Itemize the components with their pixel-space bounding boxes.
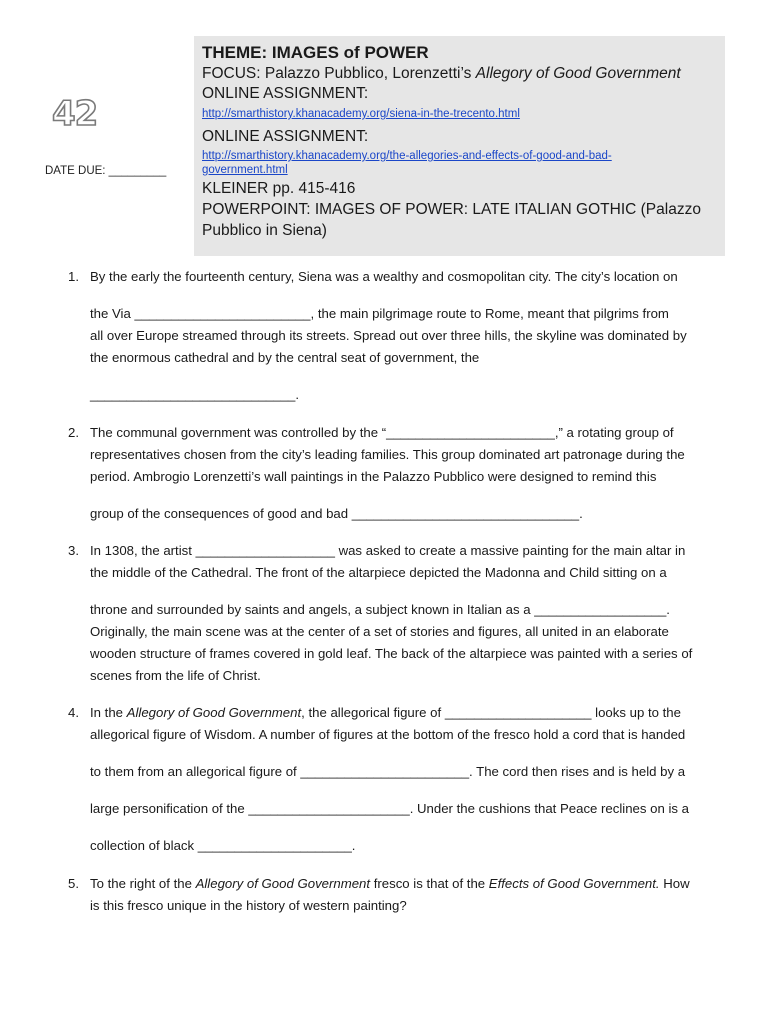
question-number: 2. [68, 425, 79, 440]
question-text: collection of black _____________________. [90, 838, 356, 853]
link-2-line-2: government.html [202, 164, 288, 176]
kleiner-pages: KLEINER pp. 415-416 [202, 180, 356, 197]
focus-line [202, 64, 717, 84]
question-text: the Via ________________________, the main pilgrimage route to Rome, meant that pilgrims from [90, 306, 669, 321]
question-text: the enormous cathedral and by the central seat of government, the [90, 350, 480, 365]
question-text: period. Ambrogio Lorenzetti’s wall paintings in the Palazzo Pubblico were designed to remind this [90, 469, 657, 484]
date-due-label: DATE DUE: _________ [45, 165, 167, 177]
question-text: The communal government was controlled by the “_______________________,” a rotating group of [90, 425, 674, 440]
question-text: scenes from the life of Christ. [90, 668, 261, 683]
assignment-header [194, 36, 725, 256]
artwork-title: Effects of Good Government. [488, 876, 660, 891]
online-assignment-link-2[interactable] [202, 149, 717, 177]
question-1 [68, 266, 730, 406]
question-number: 5. [68, 876, 79, 891]
question-text: throne and surrounded by saints and angels, a subject known in Italian as a __________________. [90, 602, 670, 617]
question-2 [68, 422, 730, 525]
text-suffix: , the allegorical figure of ____________________ looks up to the [301, 705, 681, 720]
question-3 [68, 540, 730, 687]
artwork-title: Allegory of Good Government [195, 876, 371, 891]
question-text [90, 873, 730, 895]
powerpoint-line [202, 199, 717, 241]
text-middle: fresco is that of the [370, 876, 489, 891]
question-text: group of the consequences of good and bad _______________________________. [90, 506, 583, 521]
page-number: 42 [52, 94, 98, 134]
question-text: the middle of the Cathedral. The front of the altarpiece depicted the Madonna and Child sitting on a [90, 565, 667, 580]
question-text: Originally, the main scene was at the center of a set of stories and figures, all united in an elaborate [90, 624, 669, 639]
focus-prefix: FOCUS: Palazzo Pubblico, Lorenzetti’s [202, 65, 476, 82]
question-text: wooden structure of frames covered in gold leaf. The back of the altarpiece was painted with a series of [90, 646, 693, 661]
text-prefix: In the [90, 705, 127, 720]
question-text: large personification of the ______________________. Under the cushions that Peace reclines on is a [90, 801, 689, 816]
question-number: 3. [68, 543, 79, 558]
focus-title: Allegory of Good Government [475, 65, 681, 82]
question-text: is this fresco unique in the history of western painting? [90, 898, 407, 913]
question-text: In 1308, the artist ___________________ was asked to create a massive painting for the main altar in [90, 543, 686, 558]
question-text: to them from an allegorical figure of _______________________. The cord then rises and is held by a [90, 764, 686, 779]
question-4 [68, 702, 730, 857]
question-text: all over Europe streamed through its streets. Spread out over three hills, the skyline was dominated by [90, 328, 687, 343]
question-number: 1. [68, 269, 79, 284]
question-5 [68, 873, 730, 917]
question-number: 4. [68, 705, 79, 720]
online-assignment-link-1[interactable]: http://smarthistory.khanacademy.org/siena-in-the-trecento.html [202, 108, 520, 120]
text-prefix: To the right of the [90, 876, 196, 891]
powerpoint-line-1: POWERPOINT: IMAGES OF POWER: LATE ITALIAN GOTHIC (Palazzo [202, 201, 701, 218]
theme-title: THEME: IMAGES of POWER [202, 43, 429, 62]
question-text: allegorical figure of Wisdom. A number of figures at the bottom of the fresco hold a cord that is handed [90, 727, 686, 742]
answer-blank: ____________________________. [90, 387, 300, 402]
online-assignment-label-1: ONLINE ASSIGNMENT: [202, 85, 369, 102]
artwork-title: Allegory of Good Government [126, 705, 302, 720]
question-text: representatives chosen from the city’s leading families. This group dominated art patronage during the [90, 447, 685, 462]
question-text [90, 702, 730, 724]
powerpoint-line-2: Pubblico in Siena) [202, 222, 327, 239]
text-suffix: How [659, 876, 690, 891]
link-2-line-1: http://smarthistory.khanacademy.org/the-allegories-and-effects-of-good-and-bad- [202, 150, 612, 162]
online-assignment-label-2: ONLINE ASSIGNMENT: [202, 128, 369, 145]
question-text: By the early the fourteenth century, Siena was a wealthy and cosmopolitan city. The city’s location on [90, 269, 678, 284]
